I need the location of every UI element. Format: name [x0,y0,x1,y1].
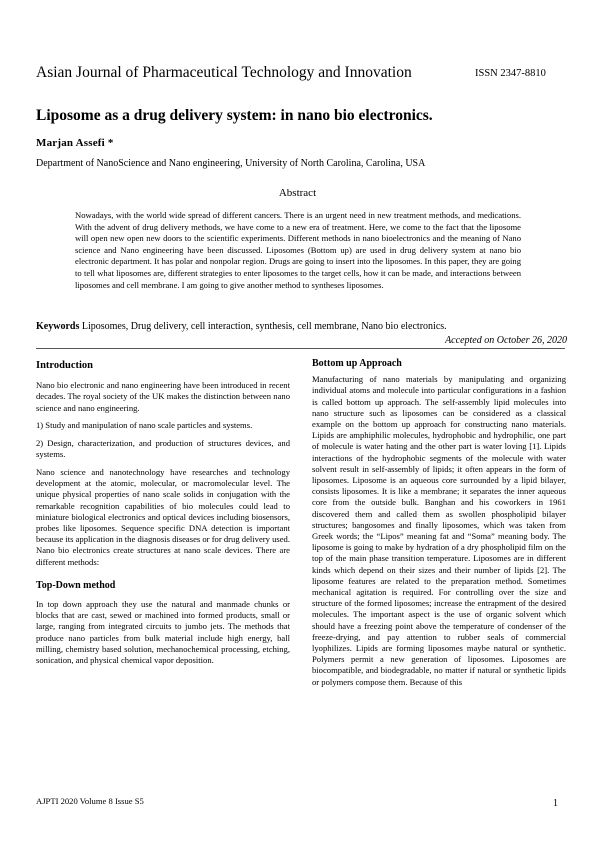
left-column [36,360,290,673]
intro-paragraph-4: Nano science and nanotechnology have researches and technology development at the atomic, molecular, or macromolecular level. The unique physical properties of nano scale solids in conjugation with the remarkable recognition capabilities of bio molecules could lead to miniature biological electronics and optical devices including biosensors, probes like liposomes. Sequence specific DNA detection is important because its application in the diagnosis diseases or for drug delivery used. Nano bio electronics create structures at nano scale devices. There are different methods: [36,466,290,567]
right-column [312,358,566,694]
header-divider [36,348,565,349]
top-down-heading: Top-Down method [36,579,116,591]
keywords [36,320,566,333]
top-down-paragraph: In top down approach they use the natural and manmade chunks or blocks that are cast, sewed or machined into formed products, small or large, ranging from integrated circuits to jumbo jets. The methods that produce nano particles from bulk material include high energy, ball milling, chemistry based solution, mechanochemical processing, etching, sonication, and physical chemical vapor deposition. [36,598,290,665]
author-name: Marjan Assefi * [36,137,114,149]
keywords-label: Keywords [36,321,80,332]
abstract-heading: Abstract [278,187,317,199]
page-number: 1 [553,798,558,809]
intro-paragraph-2: 1) Study and manipulation of nano scale particles and systems. [36,420,253,431]
issn-number: ISSN 2347-8810 [475,68,546,79]
bottom-up-heading: Bottom up Approach [312,358,402,369]
intro-paragraph-3: 2) Design, characterization, and production of structures devices, and systems. [36,438,290,460]
keywords-text: Liposomes, Drug delivery, cell interaction, synthesis, cell membrane, Nano bio electronics. [79,321,447,332]
accepted-date: Accepted on October 26, 2020 [445,335,567,346]
intro-paragraph-1: Nano bio electronic and nano engineering have been introduced in recent decades. The royal society of the UK makes the distinction between nano science and nano engineering. [36,380,290,413]
author-affiliation: Department of NanoScience and Nano engineering, University of North Carolina, Carolina, USA [36,158,426,169]
journal-name: Asian Journal of Pharmaceutical Technology and Innovation [36,64,412,81]
abstract-text: Nowadays, with the world wide spread of different cancers. There is an urgent need in new treatment methods, and medications. With the advent of drug delivery methods, we have come to a new era of treatment. Here, we come to the fact that the liposome will open new open new doors to the scientific experiments. Different methods in nano bioelectronics and the meaning of Nano science and Nano engineering have been discussed. Liposomes (Bottom up) are used in drug delivery system at nano bio electronic department. It has polar and nonpolar region. Drugs are going to insert into the liposomes. In this paper, they are going to tell what liposomes are, different strategies to enter liposomes to the target cells, how it can be made, and interactions between liposomes and cell membrane. I am going to give another method to syntheses liposomes. [75,210,521,290]
article-title: Liposome as a drug delivery system: in nano bio electronics. [36,107,433,124]
introduction-heading: Introduction [36,360,93,371]
bottom-up-paragraph: Manufacturing of nano materials by manipulating and organizing individual atoms and molecule into particular configurations in a fashion is called bottom up approach. The self-assembly lipid molecules into nano structure such as liposomes can be considered as a classical example on the bottom up approach for constructing nano materials. Lipids are amphiphilic molecules, hydrophobic and hydrophilic, one part of molecule is water hating and the other part is water loving [1]. Lipids interactions of the hydrophobic segments of the molecule with water solvent result in self-assembly of lipids; it often appears in the form of liposomes. Liposome is an aqueous core surrounded by a lipid bilayer, consists liposomes. It is like a membrane; it separates the inner aqueous core from the outside bulk. Banghan and his coworkers in 1961 discovered them and called them as swollen phospholipid bilayer structures; bangosomes and finally liposomes, which was taken from Greek words; the “Lipos” meaning fat and “Soma” meaning body. The liposome is going to make by hydration of a dry phospholipid film on the top of the main phase transition temperature. Liposomes are in different kinds which depend on their sizes and their number of lipids [2]. The liposome features are related to the preparation method. Sometimes mechanical agitation is required. For controlling over the size and structure of the formed liposomes; increase the entrapment of the desired molecules. The important aspect is the use of organic solvent which should have a freezing point above the temperature of condenser of the freeze-drying, and pay attention to rubber seals of commercial lyophilizes. Lipids are forming liposomes maybe natural or synthetic. Polymers permit a new generation of liposomes. Liposomes are biocompatible, and biodegradable, no matter if natural or synthetic lipids or polymers compose them. Because of this [312,374,566,687]
footer-citation: AJPTI 2020 Volume 8 Issue S5 [36,796,144,806]
